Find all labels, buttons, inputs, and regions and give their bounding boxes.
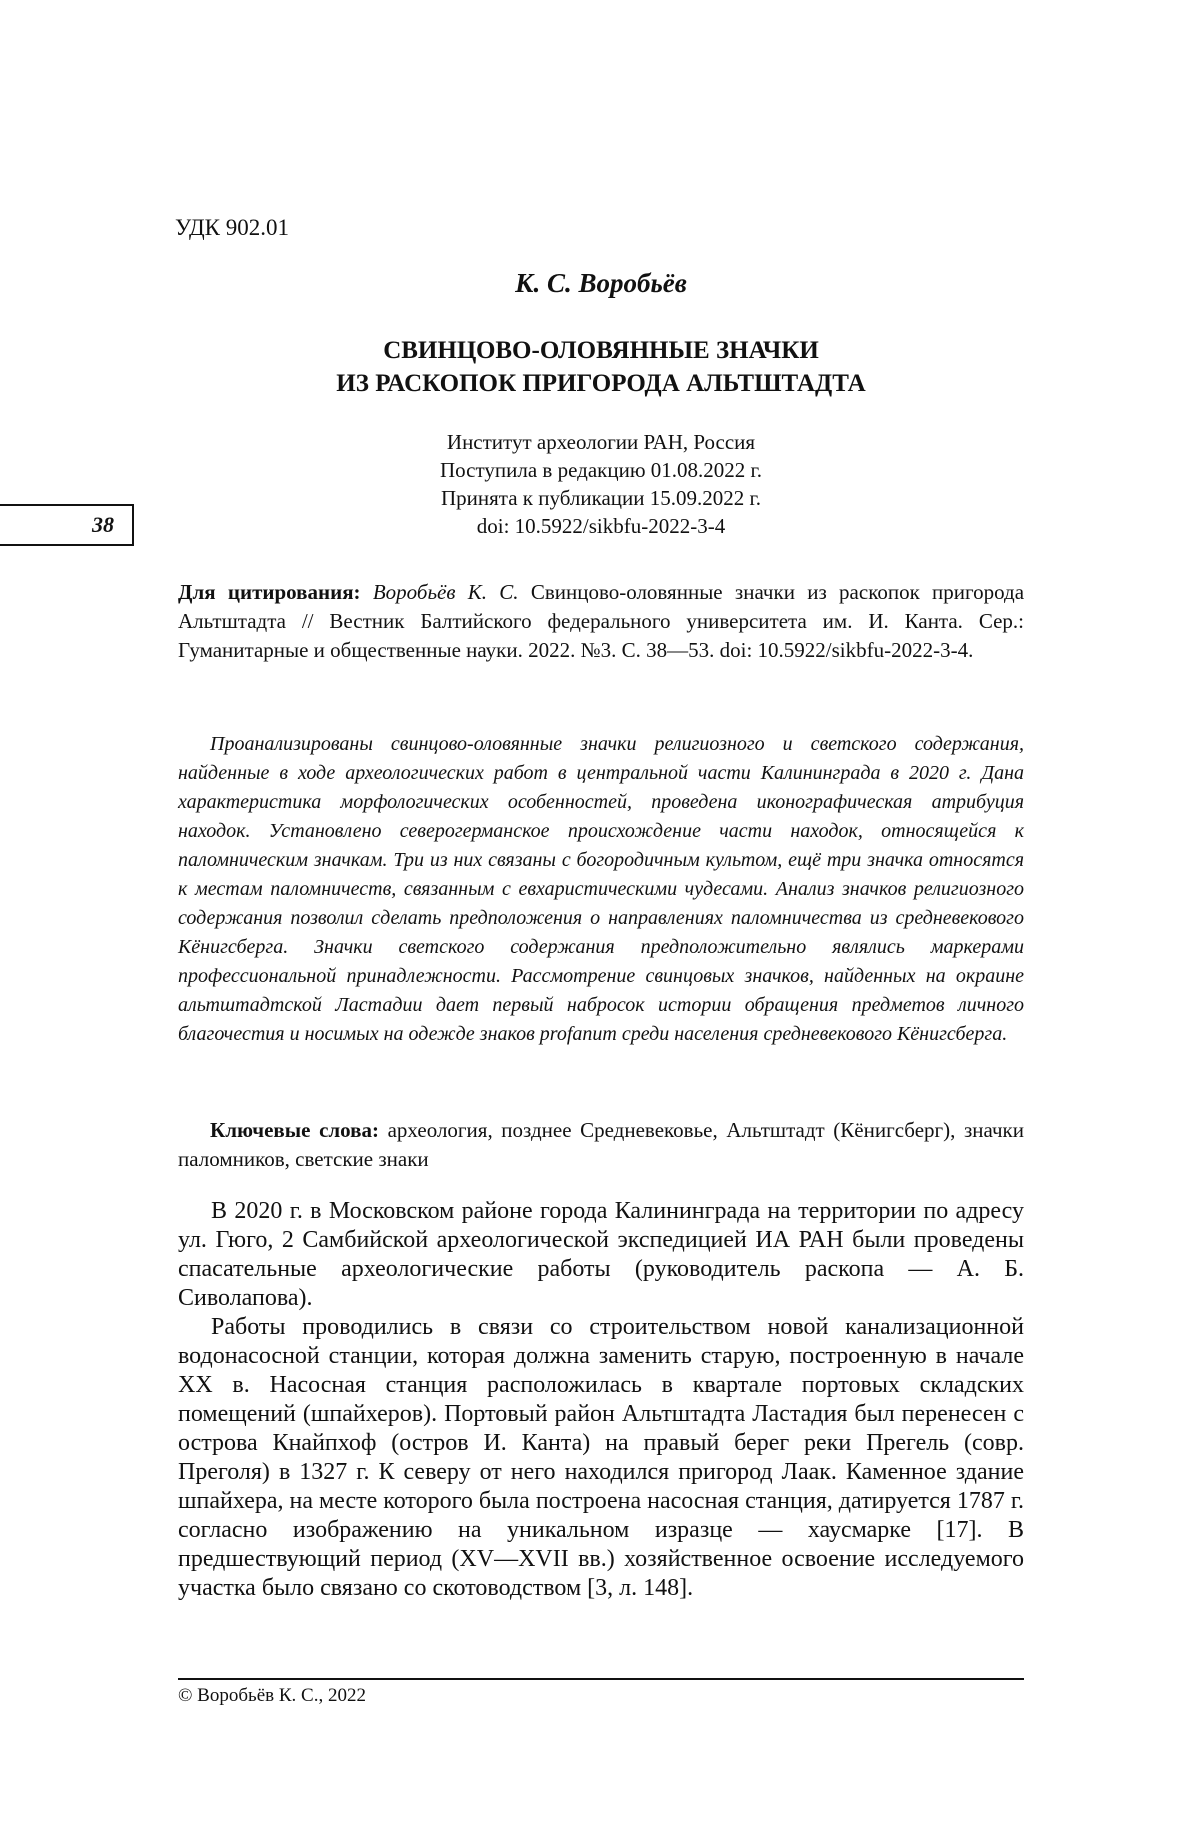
keywords-label: Ключевые слова:: [210, 1118, 379, 1142]
copyright: © Воробьёв К. С., 2022: [178, 1685, 366, 1706]
institute: Институт археологии РАН, Россия: [446, 430, 756, 454]
article-body: [178, 1197, 1024, 1603]
citation-label: Для цитирования:: [178, 580, 361, 604]
author-name: К. С. Воробьёв: [515, 268, 687, 298]
body-paragraph-2: Работы проводились в связи со строительством новой канализационной водонасосной станции, которая должна заменить старую, построенную в начале XX в. Насосная станция расположилась в квартале портовых складских помещений (шпайхеров). Портовый район Альтштадта Ластадия был перенесен с острова Кнайпхоф (остров И. Канта) на правый берег реки Прегель (совр. Преголя) в 1327 г. К северу от него находился пригород Лаак. Каменное здание шпайхера, на месте которого была построена насосная станция, датируется 1787 г. согласно изображению на уникальном изразце — хаусмарке [17]. В предшествующий период (XV—XVII вв.) хозяйственное освоение исследуемого участка было связано со скотоводством [3, л. 148].: [178, 1314, 1024, 1601]
received-date: Поступила в редакцию 01.08.2022 г.: [439, 458, 762, 482]
accepted-date: Принята к публикации 15.09.2022 г.: [440, 486, 761, 510]
abstract: Проанализированы свинцово-оловянные значки религиозного и светского содержания, найденные в ходе археологических работ в центральной части Калининграда в 2020 г. Дана характеристика морфологических особенностей, проведена иконографическая атрибуция находок. Установлено северогерманское происхождение части находок, относящейся к паломническим значкам. Три из них связаны с богородичным культом, ещё три значка относятся к местам паломничеств, связанным с евхаристическими чудесами. Анализ значков религиозного содержания позволил сделать предположения о направлениях паломничества из средневекового Кёнигсберга. Значки светского содержания предположительно являлись маркерами профессиональной принадлежности. Рассмотрение свинцовых значков, найденных на окраине альтштадтской Ластадии дает первый набросок истории обращения предметов личного благочестия и носимых на одежде знаков profanum среди населения средневекового Кёнигсберга.: [178, 733, 1024, 1045]
article-title: [178, 334, 1024, 400]
doi: doi: 10.5922/sikbfu-2022-3-4: [476, 514, 726, 538]
title-line-2: ИЗ РАСКОПОК ПРИГОРОДА АЛЬТШТАДТА: [336, 370, 866, 397]
footnote-divider: [178, 1678, 1024, 1680]
udk-code: УДК 902.01: [175, 215, 289, 240]
keywords-text: археология, позднее Средневековье, Альтштадт (Кёнигсберг), значки паломников, светские знаки: [178, 1118, 1024, 1171]
page-number-box: [0, 504, 134, 546]
body-paragraph-1: В 2020 г. в Московском районе города Калининграда на территории по адресу ул. Гюго, 2 Самбийской археологической экспедицией ИА РАН были проведены спасательные археологические работы (руководитель раскопа — А. Б. Сиволапова).: [178, 1198, 1024, 1311]
citation-block: [178, 578, 1024, 665]
keywords-block: [178, 1116, 1024, 1174]
citation-text: Свинцово-оловянные значки из раскопок пригорода Альтштадта // Вестник Балтийского федерального университета им. И. Канта. Сер.: Гуманитарные и общественные науки. 2022. №3. С. 38—53. doi: 10.5922/sikbfu-2022-3-4.: [178, 580, 1025, 662]
page-number: 38: [92, 512, 114, 537]
title-line-1: СВИНЦОВО-ОЛОВЯННЫЕ ЗНАЧКИ: [383, 337, 819, 364]
affiliation-block: [178, 428, 1024, 540]
citation-author: Воробьёв К. С.: [372, 580, 519, 604]
